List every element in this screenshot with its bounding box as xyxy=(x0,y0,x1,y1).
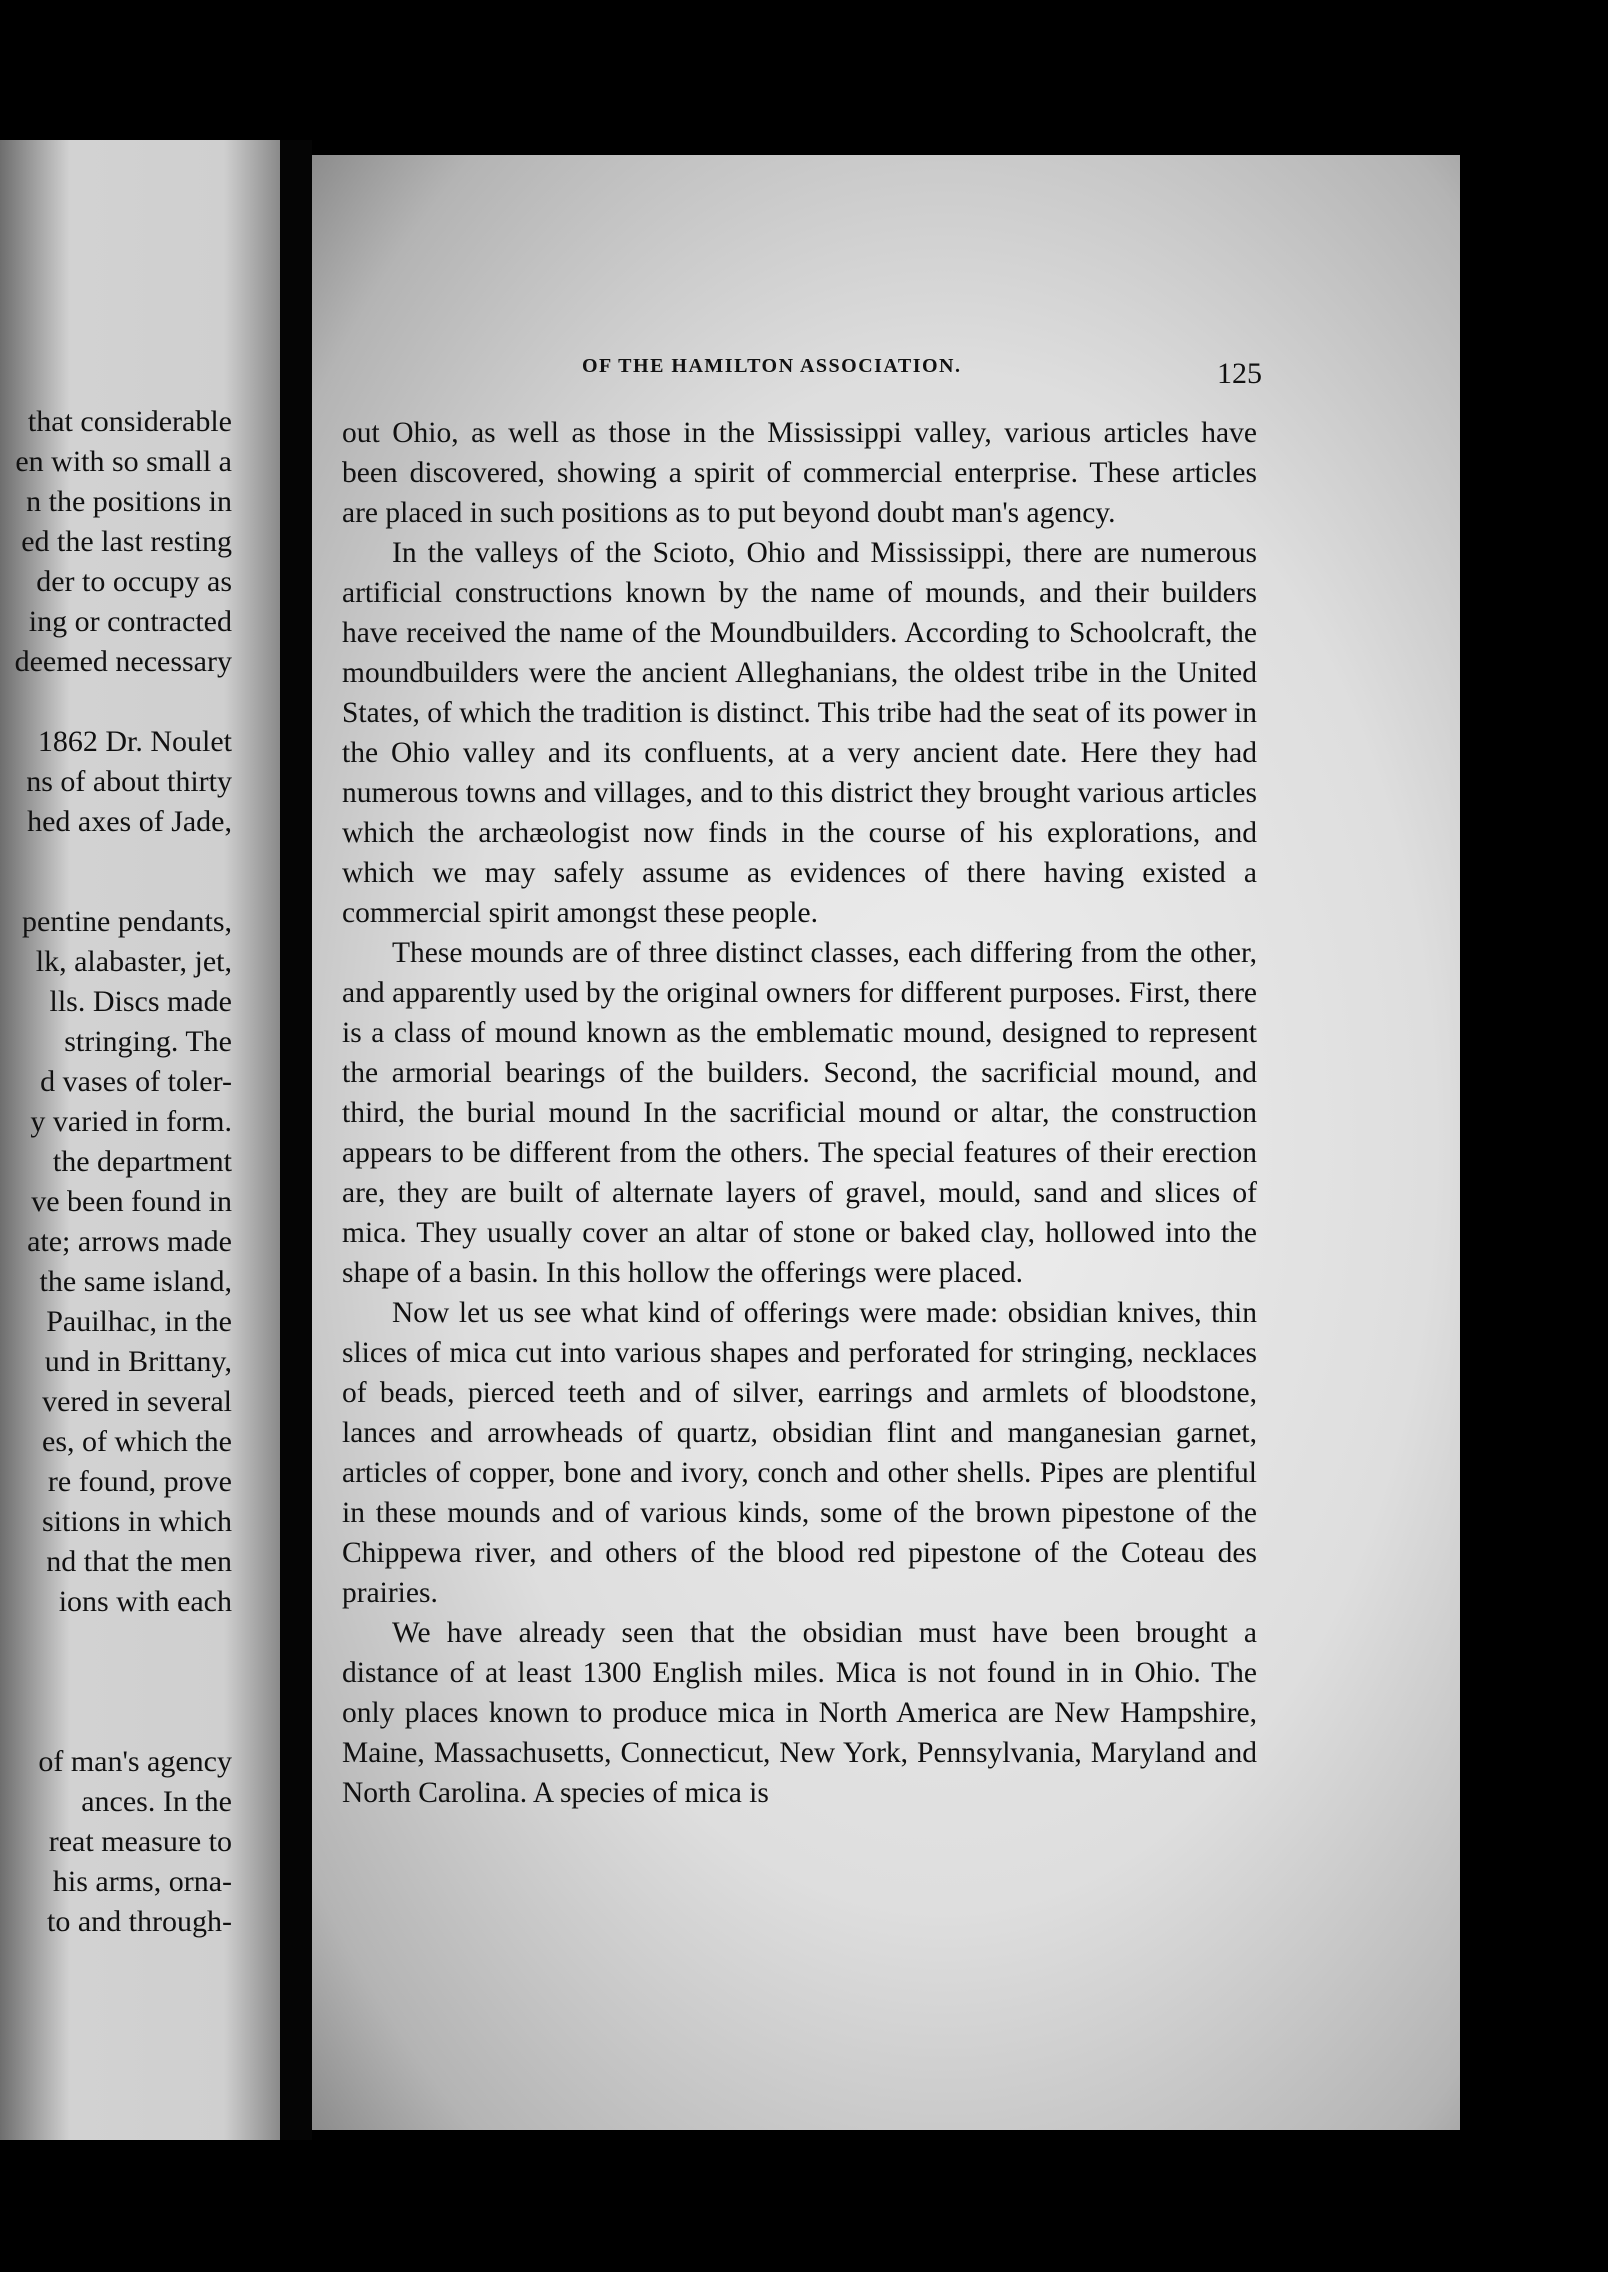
left-page-line: y varied in form. xyxy=(30,1105,232,1138)
page-number: 125 xyxy=(1217,357,1262,390)
left-page-line: Pauilhac, in the xyxy=(46,1305,232,1338)
left-page-line: ns of about thirty xyxy=(26,765,232,798)
left-page-line: n the positions in xyxy=(26,485,232,518)
left-page-line: re found, prove xyxy=(47,1465,232,1498)
running-header: OF THE HAMILTON ASSOCIATION. xyxy=(582,355,962,377)
paragraph: In the valleys of the Scioto, Ohio and Mississippi, there are numerous artificial constructions known by the name of mounds, and their builders have received the name of the Moundbuilders. According to Schoolcraft, the moundbuilders were the ancient Alleghanians, the oldest tribe in the United States, of which the tradition is distinct. This tribe had the seat of its power in the Ohio valley and its confluents, at a very ancient date. Here they had numerous towns and villages, and to this district they brought various articles which the archæologist now finds in the course of his explorations, and which we may safely assume as evidences of there having existed a commercial spirit amongst these people. xyxy=(342,537,1257,929)
left-page-line: ed the last resting xyxy=(21,525,232,558)
left-page-line: en with so small a xyxy=(15,445,232,478)
left-page-line: of man's agency xyxy=(38,1745,232,1778)
left-page-line: reat measure to xyxy=(48,1825,232,1858)
paragraph: Now let us see what kind of offerings were made: obsidian knives, thin slices of mica cut into various shapes and perforated for stringing, necklaces of beads, pierced teeth and of silver, earrings and armlets of bloodstone, lances and arrowheads of quartz, obsidian flint and manganesian garnet, articles of copper, bone and ivory, conch and other shells. Pipes are plentiful in these mounds and of various kinds, some of the brown pipestone of the Chippewa river, and others of the blood red pipestone of the Coteau des prairies. xyxy=(342,1297,1257,1609)
left-page xyxy=(0,140,280,2140)
left-page-line: to and through- xyxy=(47,1905,232,1938)
right-page xyxy=(312,155,1460,2130)
left-page-line: the department xyxy=(52,1145,232,1178)
left-page-line: deemed necessary xyxy=(14,645,232,678)
left-page-line: stringing. The xyxy=(64,1025,232,1058)
left-page-line: der to occupy as xyxy=(36,565,232,598)
body-text xyxy=(342,413,1257,1813)
left-page-line: 1862 Dr. Noulet xyxy=(37,725,232,758)
left-page-line: es, of which the xyxy=(42,1425,232,1458)
left-page-line: d vases of toler- xyxy=(40,1065,232,1098)
left-page-line: lk, alabaster, jet, xyxy=(35,945,232,978)
paragraph: out Ohio, as well as those in the Mississippi valley, various articles have been discovered, showing a spirit of commercial enterprise. These articles are placed in such positions as to put beyond doubt man's agency. xyxy=(342,417,1257,529)
left-page-line: hed axes of Jade, xyxy=(27,805,232,838)
left-page-line: lls. Discs made xyxy=(49,985,232,1018)
left-page-line: ions with each xyxy=(58,1585,232,1618)
left-page-line: sitions in which xyxy=(41,1505,232,1538)
left-page-line: his arms, orna- xyxy=(52,1865,232,1898)
left-page-line: ve been found in xyxy=(31,1185,232,1218)
left-page-line: ate; arrows made xyxy=(27,1225,232,1258)
left-page-line: that considerable xyxy=(27,405,232,438)
paragraph: These mounds are of three distinct classes, each differing from the other, and apparently used by the original owners for different purposes. First, there is a class of mound known as the emblematic mound, designed to represent the armorial bearings of the builders. Second, the sacrificial mound, and third, the burial mound In the sacrificial mound or altar, the construction appears to be different from the others. The special features of their erection are, they are built of alternate layers of gravel, mould, sand and slices of mica. They usually cover an altar of stone or baked clay, hollowed into the shape of a basin. In this hollow the offerings were placed. xyxy=(342,937,1257,1289)
left-page-line: the same island, xyxy=(39,1265,232,1298)
left-page-line: ing or contracted xyxy=(28,605,232,638)
left-page-line: nd that the men xyxy=(46,1545,232,1578)
page-gutter xyxy=(280,140,312,2140)
paragraph: We have already seen that the obsidian must have been brought a distance of at least 1300 English miles. Mica is not found in in Ohio. The only places known to produce mica in North America are New Hampshire, Maine, Massachusetts, Connecticut, New York, Pennsylvania, Maryland and North Carolina. A species of mica is xyxy=(342,1617,1257,1809)
left-page-line: pentine pendants, xyxy=(22,905,232,938)
left-page-line: vered in several xyxy=(42,1385,232,1418)
left-page-line: ances. In the xyxy=(81,1785,232,1818)
left-page-line: und in Brittany, xyxy=(44,1345,232,1378)
